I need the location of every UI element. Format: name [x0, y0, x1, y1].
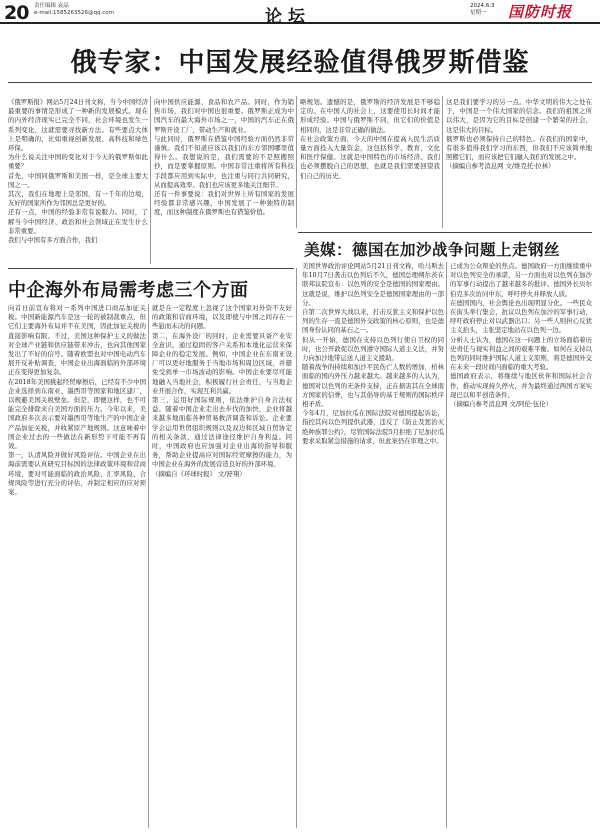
divider: [8, 82, 592, 83]
article2-headline: 美媒：德国在加沙战争问题上走钢丝: [304, 241, 561, 259]
divider: [296, 96, 297, 228]
page-header: [0, 0, 600, 27]
page-number: 20: [4, 2, 29, 24]
article3-headline: 中企海外布局需考虑三个方面: [8, 280, 249, 301]
editor-name: 责任编辑 袁晶: [34, 3, 69, 9]
article1-column-4: 这是我们要学习的另一点。中华文明的伟大之处在于，中国是一个伟大国家的信念。我们的祖国之所以伟大，是因为它的目标是创建一个繁荣的社会，这是伟大的目标。 俄罗斯也必须保持自己的特色。在我们的国家中，有很多值得我们学习的东西，但我们不应该简单地照搬它们，而应该把它们融入我们的发展之中。 （摘编自参考消息网 文/维克托·拉林）: [446, 98, 592, 171]
weekday-text: 星期一: [470, 10, 487, 16]
divider: [8, 268, 294, 269]
editor-info: [34, 3, 114, 17]
divider: [296, 268, 297, 828]
section-title: 论坛: [265, 7, 311, 27]
article1-headline: 俄专家：中国发展经验值得俄罗斯借鉴: [70, 48, 530, 78]
article2-column-2: 已成为公众辩论的焦点。德国政府一方面继续重申对以色列安全的承诺，另一方面也对以色列在加沙的军事行动提出了越来越多的批评。德国外长贝尔伯克多次访问中东，呼吁停火并释放人质。 在德国国内，社会舆论也出现明显分化。一些民众在街头举行集会，抗议以色列在加沙的军事行动，呼吁政府停止对以武器出口；另一些人则担心反犹主义抬头，主张坚定地站在以色列一边。 分析人士认为，德国在这一问题上的立场面临着历史责任与现实利益之间的艰难平衡。如何在支持以色列的同时维护国际人道主义原则，将是德国外交在未来一段时间内面临的重大考验。 德国政府表示，将继续与地区伙伴和国际社会合作，推动实现持久停火，并为最终通过两国方案实现巴以和平创造条件。 （摘编自参考消息网 文/阿伦·伍伦）: [450, 262, 592, 409]
divider: [150, 96, 151, 264]
divider: [446, 262, 447, 828]
article1-column-1: 《俄罗斯报》网站5月24日刊文称，当今中国经济最重要的事情是形成了一种新的发展模式。现在的内外经济现实已完全不同，社会环境也发生一系列变化，这就需要寻找新方法。有些要点大体上是明确的，比如重视创新发展、高科技和绿色环保。 为什么说关注中国的变化对于今天的俄罗斯如此重要？ 首先，中国同俄罗斯和美国一样，是全球主要大国之一。 其次，我们在地理上是邻国，有一千年的边境，友好的国家所作为邻国总是更好的。 还有一点，中国的经验非常有说服力。同时，了解当今中国经济、政治和社会领域正在发生什么非常重要。 我们与中国有多方面合作，我们: [8, 98, 148, 245]
editor-email: e-mail:1585263526@qq.com: [34, 10, 114, 16]
divider: [148, 304, 149, 828]
date-text: 2024.6.3: [470, 3, 495, 9]
article3-column-1: 向首日前宣布将对一系列中国进口商品加征关税。中国新能源汽车是这一轮的被制裁重点，但它们主要海外布局并不在美国，因此加征关税的直接影响有限。不过，美国这种保护主义的做法对全球产业链和供应链带来冲击，也向其他国家发出了不好的信号。随着欧盟也对中国电动汽车展开反补贴调查，中国企业出海面临的外部环境正在变得更加复杂。 在2018年美国挑起经贸摩擦后，已经有不少中国企业选择到东南亚、墨西哥等国家和地区建厂，以规避美国关税壁垒。但是，即便这样，也不可能完全排除来自美国方面的压力。今年以来，美国政府多次表示要对墨西哥等地生产的中国企业产品加征关税，并收紧原产地规则。这意味着中国企业过去的一些做法在新形势下可能不再有效。 第一，认清风险并做好风险评估。中国企业在出海前需要认真研究目标国的法律政策环境和营商环境，要对可能面临的政治风险、汇率风险、合规风险等进行充分的评估，并制定相应的应对预案。: [8, 304, 146, 497]
article1-column-2: 向中国供应能源、食品和农产品。同时，作为销售市场，我们对中国也很重要。俄罗斯正成为中国汽车的最大海外市场之一，中国的汽车正在俄罗斯开设工厂，带动生产和就业。 与此同时，俄罗斯在借鉴中国经验方面仍然非常谨慎。我们不知道应该以我们的东方邻国哪里值得什么。我想说的是，我们需要的不是照搬照抄，而是要掌握原则。中国非常注重将所有科技手段都应用到实际中，也注重与同行共同研究，从而提高效率。我们也应该更多地关注细节。 还有一件事要说：我们对世界上所有国家的发展经验都非常感兴趣，中国发展了一种独特的制度，而这种制度在俄罗斯也有借鉴价值。: [154, 98, 294, 217]
article3-column-2: 就是在一定程度上忽视了这个国家对外资不友好的政策和营商环境，以及即使与中国之间存在一些悬而未决的问题。 第二，在海外设厂的同时，企业需要具备产业安全意识，通过稳固的客户关系和本地化运营来保障企业的稳定发展。例如，中国企业在东南亚设厂可以更好地服务于当地市场和周边区域，并避免受到单一市场波动的影响。中国企业要尽可能地融入当地社会，积极履行社会责任，与当地企业开展合作，实现互利共赢。 第三，运用好国际规则，依法维护自身合法权益。随着中国企业走出去步伐的加快，企业将越来越多地面临各种贸易救济调查和诉讼。企业要学会运用世贸组织规则以及双边和区域自贸协定的相关条款，通过法律途径维护自身利益。同时，中国政府也应加强对企业出海的指导和服务，帮助企业提高应对国际经贸摩擦的能力，为中国企业在海外的发展营造良好的外部环境。 （摘编自《环球时报》 文/舒翔）: [152, 304, 292, 478]
article2-column-1: 美国世界政治评论网站5月21日刊文称，哈马斯去年10月7日袭击以色列后不久，德国总理朔尔茨在联邦议院宣布：以色列的安全是德国的国家理由。这就是说，维护以色列安全是德国国家理由的一部分。 自第二次世界大战以来，打击反犹主义和保护以色列的生存一直是德国外交政策的核心原则，也是德国身份认同的基石之一。 但从一开始，德国在支持以色列行使自卫权的同时，也公开敦促以色列遵守国际人道主义法，并努力向加沙地带运送人道主义援助。 随着战争的持续和加沙平民伤亡人数的增加，柏林面临的国内外压力越来越大。越来越多的人认为，德国对以色列的无条件支持，正在损害其在全球南方国家的信誉，也与其倡导的基于规则的国际秩序相矛盾。 今年4月，尼加拉瓜在国际法院对德国提起诉讼，指控其向以色列提供武器，违反了《防止及惩治灭绝种族罪公约》，尽管国际法院5月拒绝了尼加拉瓜要求采取紧急措施的请求，但此案仍在审理之中。: [302, 262, 444, 445]
divider: [298, 232, 592, 233]
issue-date: [470, 3, 495, 17]
article1-column-3: 略规划。遗憾的是，俄罗斯的经济发展是不够稳定的。在中国人的社会上，这要使用长时间才能形成经验。中国与俄罗斯不同，但它们的价值是相同的，这是非常正确的做法。 在社会政策方面，今天的中国在提高人民生活质量方面投入大量资金，这包括科学、教育、文化和医疗保健。这就是中国特色的市场经济。我们也必须摆脱自己的思想，也就是我们需要回望我们自己的历史。: [300, 98, 440, 180]
masthead-logo: 国防时报: [508, 3, 573, 21]
divider: [442, 96, 443, 228]
